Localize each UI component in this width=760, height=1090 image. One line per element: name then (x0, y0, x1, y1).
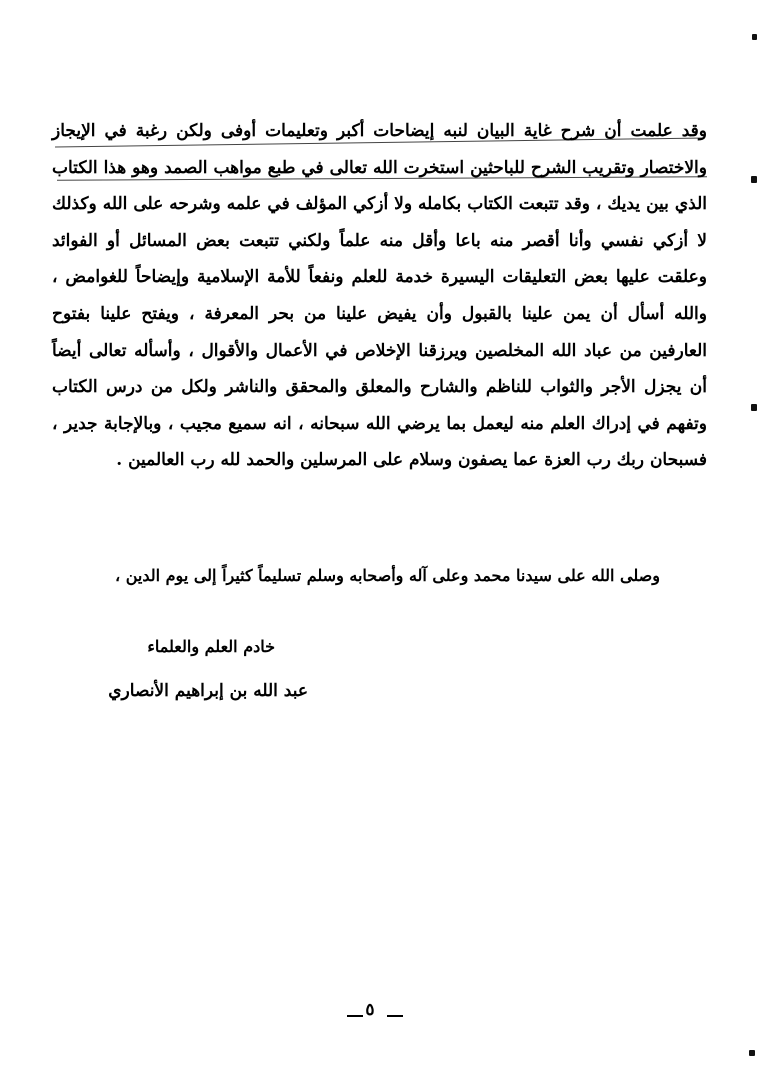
paragraph-text: وقد علمت أن شرح غاية البيان لنبه إيضاحات أكبر وتعليمات أوفى ولكن رغبة في الإيجاز والاختصار وتقريب الشرح للباحثين استخرت الله تعالى في طبع مواهب الصمد وهو هذا الكتاب الذي بين يديك ، وقد تتبعت الكتاب بكامله ولا أزكي المؤلف في علمه وشرحه على الله وكذلك لا أزكي نفسي وأنا أقصر منه باعا وأقل منه علماً ولكني تتبعت بعض المسائل أو الفوائد وعلقت عليها بعض التعليقات اليسيرة خدمة للعلم ونفعاً للأمة الإسلامية وإيضاحاً للغوامض ، والله أسأل أن يمن علينا بالقبول وأن يفيض علينا من بحر المعرفة ، ويفتح علينا بفتوح العارفين من عباد الله المخلصين ويرزقنا الإخلاص في الأعمال والأقوال ، وأسأله تعالى أيضاً أن يجزل الأجر والثواب للناظم والشارح والمعلق والمحقق والناشر ولكل من درس الكتاب وتفهم في إدراك العلم منه ليعمل بما يرضي الله سبحانه ، انه سميع مجيب ، وبالإجابة جدير ، فسبحان ربك رب العزة عما يصفون وسلام على المرسلين والحمد لله رب العالمين . (52, 121, 707, 471)
main-paragraph (52, 113, 707, 479)
scan-speck (751, 176, 757, 183)
scan-speck (752, 34, 757, 40)
signature-title: خادم العلم والعلماء (147, 637, 275, 656)
scan-speck (749, 1050, 755, 1056)
page-number-dash-right (387, 1015, 403, 1017)
signature-name: عبد الله بن إبراهيم الأنصاري (108, 681, 308, 701)
scan-speck (751, 404, 757, 411)
page-number: ٥ (365, 1000, 375, 1020)
closing-prayer: وصلى الله على سيدنا محمد وعلى آله وأصحابه وسلم تسليماً كثيراً إلى يوم الدين ، (114, 566, 660, 585)
